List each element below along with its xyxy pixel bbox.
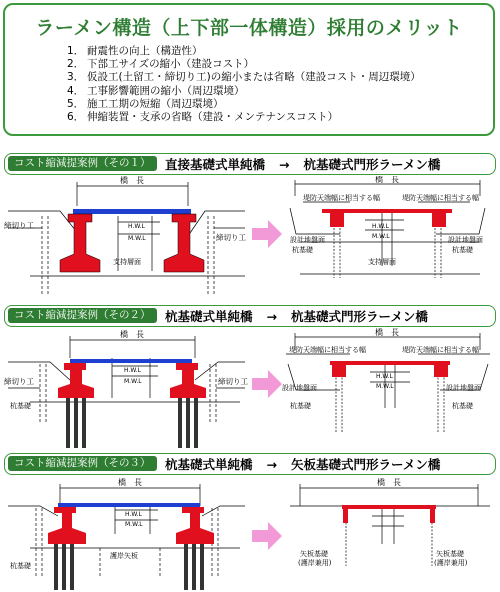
svg-text:橋 長: 橋 長 bbox=[377, 478, 401, 487]
case2-badge: コスト縮減提案例（その２） bbox=[8, 308, 157, 323]
svg-text:締切り工: 締切り工 bbox=[218, 377, 248, 386]
transform-arrow-icon bbox=[252, 370, 282, 398]
case3-diagram bbox=[0, 476, 500, 592]
deck-girder bbox=[73, 209, 191, 214]
svg-text:設計地盤面: 設計地盤面 bbox=[448, 236, 483, 244]
rigid-frame-deck bbox=[342, 505, 436, 509]
transform-arrow-icon bbox=[252, 220, 282, 248]
rigid-frame-deck bbox=[322, 209, 452, 213]
merit-list bbox=[67, 45, 421, 124]
svg-text:矢板基礎: 矢板基礎 bbox=[436, 550, 464, 558]
rigid-frame-leg bbox=[330, 213, 344, 227]
svg-text:M.W.L: M.W.L bbox=[128, 235, 146, 242]
transform-arrow-icon bbox=[252, 522, 282, 550]
svg-text:堤防天端幅に相当する幅: 堤防天端幅に相当する幅 bbox=[402, 346, 479, 354]
svg-text:H.W.L: H.W.L bbox=[128, 223, 145, 230]
rigid-frame-deck bbox=[330, 361, 450, 365]
svg-text:締切り工: 締切り工 bbox=[4, 377, 34, 386]
sheet-pile-wall bbox=[430, 509, 435, 523]
case1-header bbox=[4, 153, 496, 175]
svg-text:(護岸兼用): (護岸兼用) bbox=[298, 559, 332, 567]
case2-title: 杭基礎式単純橋 → 杭基礎式門形ラーメン橋 bbox=[165, 309, 428, 324]
page-title: ラーメン構造（上下部一体構造）採用のメリット bbox=[35, 17, 463, 39]
svg-text:設計地盤面: 設計地盤面 bbox=[282, 384, 317, 392]
rigid-frame-leg bbox=[434, 365, 448, 377]
svg-text:締切り工: 締切り工 bbox=[216, 233, 246, 242]
merit-item: 4． 工事影響範囲の縮小（周辺環境） bbox=[67, 84, 245, 97]
svg-text:M.W.L: M.W.L bbox=[376, 383, 394, 390]
case1-diagram bbox=[0, 176, 500, 304]
merit-item: 5． 施工工期の短縮（周辺環境） bbox=[67, 97, 224, 110]
rigid-frame-leg bbox=[432, 213, 446, 227]
merit-item: 6． 伸縮装置・支承の省略（建設・メンテナンスコスト） bbox=[67, 111, 339, 124]
svg-text:杭基礎: 杭基礎 bbox=[452, 246, 473, 254]
svg-text:橋 長: 橋 長 bbox=[120, 330, 144, 339]
svg-text:支持層面: 支持層面 bbox=[368, 258, 396, 266]
deck-girder bbox=[70, 359, 192, 363]
merit-item: 1． 耐震性の向上（構造性） bbox=[67, 45, 203, 57]
deck-girder bbox=[58, 503, 200, 507]
svg-text:設計地盤面: 設計地盤面 bbox=[446, 384, 481, 392]
svg-text:締切り工: 締切り工 bbox=[4, 221, 34, 230]
svg-text:杭基礎: 杭基礎 bbox=[292, 246, 313, 254]
merit-item: 3． 仮設工(土留工・締切り工)の縮小または省略（建設コスト・周辺環境） bbox=[67, 71, 421, 84]
rigid-frame-leg bbox=[332, 365, 346, 377]
svg-text:支持層面: 支持層面 bbox=[113, 258, 141, 266]
svg-text:M.W.L: M.W.L bbox=[125, 521, 143, 528]
svg-text:M.W.L: M.W.L bbox=[124, 378, 142, 385]
case3-badge: コスト縮減提案例（その３） bbox=[8, 456, 157, 471]
svg-text:堤防天端幅に相当する幅: 堤防天端幅に相当する幅 bbox=[289, 346, 366, 354]
svg-text:杭基礎: 杭基礎 bbox=[10, 402, 31, 410]
pile-foundation bbox=[66, 398, 198, 448]
svg-text:橋 長: 橋 長 bbox=[375, 328, 399, 337]
svg-text:H.W.L: H.W.L bbox=[125, 511, 142, 518]
svg-text:護岸矢板: 護岸矢板 bbox=[110, 552, 138, 560]
case1-badge: コスト縮減提案例（その１） bbox=[8, 156, 157, 171]
case3-title: 杭基礎式単純橋 → 矢板基礎式門形ラーメン橋 bbox=[165, 457, 441, 472]
svg-text:杭基礎: 杭基礎 bbox=[290, 402, 311, 410]
svg-text:堤防天端幅に相当する幅: 堤防天端幅に相当する幅 bbox=[303, 194, 380, 202]
merits-panel bbox=[3, 3, 495, 136]
svg-text:M.W.L: M.W.L bbox=[372, 233, 390, 240]
pile-foundation bbox=[54, 544, 204, 590]
sheet-pile-wall bbox=[343, 509, 348, 523]
svg-text:橋 長: 橋 長 bbox=[118, 478, 142, 487]
svg-text:杭基礎: 杭基礎 bbox=[10, 562, 31, 570]
case3-header bbox=[4, 453, 496, 475]
svg-text:橋 長: 橋 長 bbox=[120, 176, 144, 185]
case2-diagram bbox=[0, 328, 500, 452]
svg-text:堤防天端幅に相当する幅: 堤防天端幅に相当する幅 bbox=[402, 194, 479, 202]
svg-text:H.W.L: H.W.L bbox=[124, 367, 141, 374]
svg-text:橋 長: 橋 長 bbox=[375, 176, 399, 184]
svg-text:杭基礎: 杭基礎 bbox=[452, 402, 473, 410]
svg-text:H.W.L: H.W.L bbox=[376, 373, 393, 380]
case2-header bbox=[4, 305, 496, 327]
svg-text:H.W.L: H.W.L bbox=[372, 223, 389, 230]
svg-text:(護岸兼用): (護岸兼用) bbox=[434, 559, 468, 567]
svg-text:設計地盤面: 設計地盤面 bbox=[290, 236, 325, 244]
merit-item: 2． 下部工サイズの縮小（建設コスト） bbox=[67, 58, 255, 71]
case1-title: 直接基礎式単純橋 → 杭基礎式門形ラーメン橋 bbox=[165, 157, 441, 172]
svg-text:矢板基礎: 矢板基礎 bbox=[300, 550, 328, 558]
